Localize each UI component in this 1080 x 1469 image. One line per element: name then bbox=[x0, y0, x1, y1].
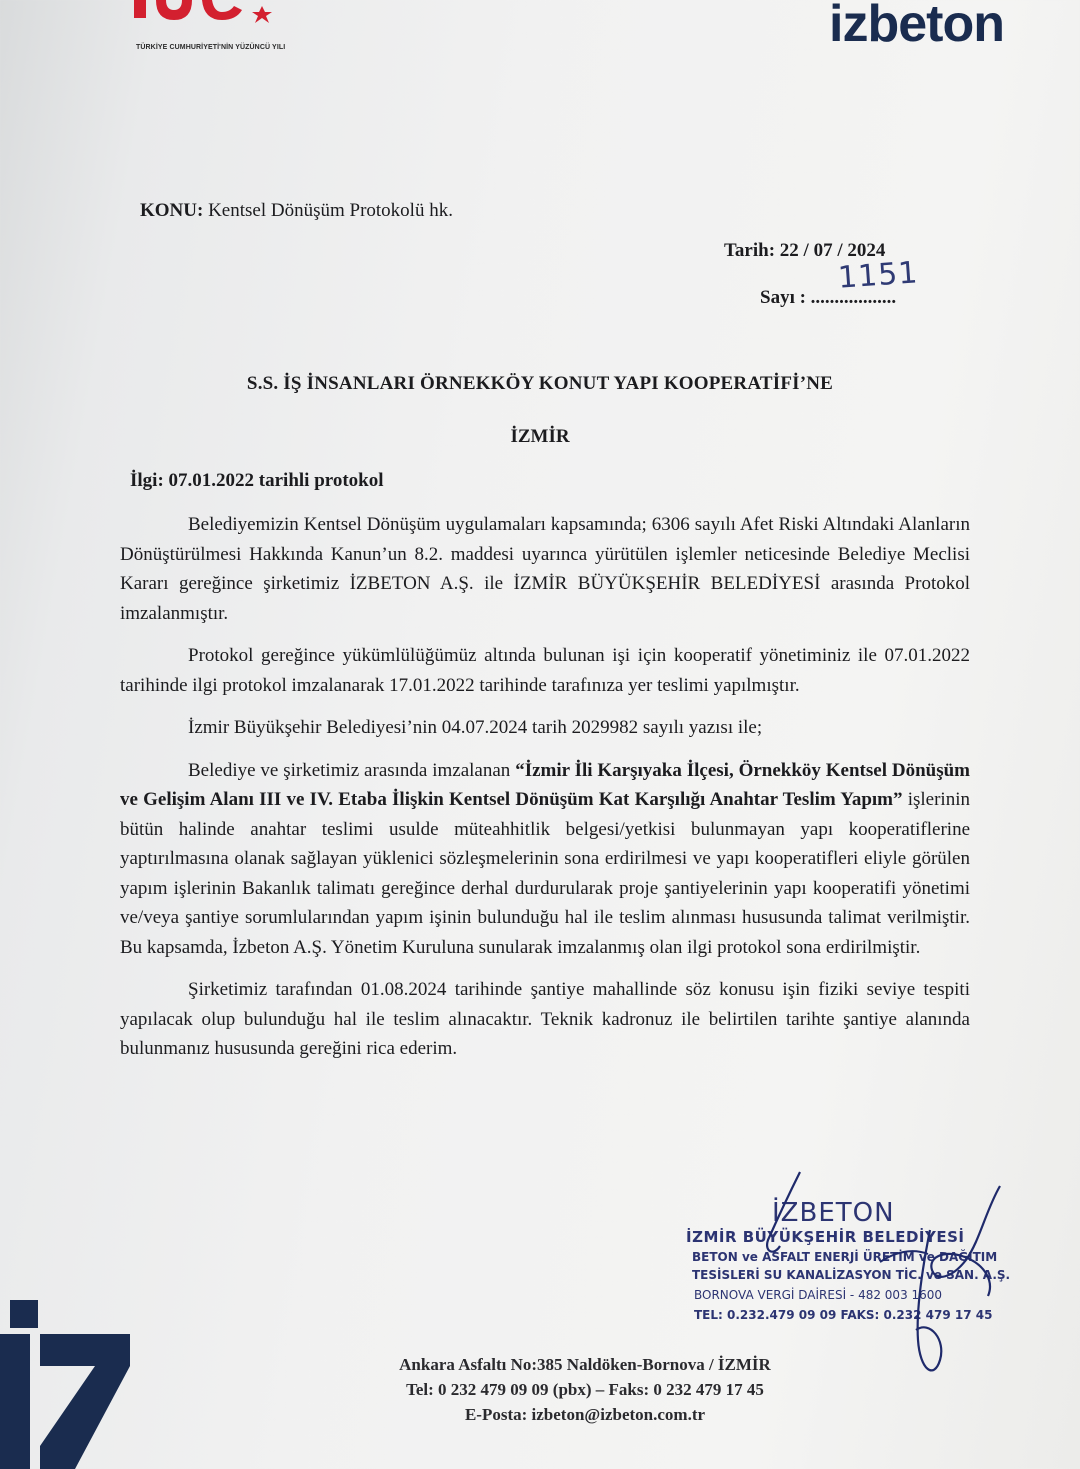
reference-label: Sayı : .................. bbox=[760, 287, 897, 308]
stamp-line-1: İZBETON bbox=[772, 1198, 895, 1228]
paragraph-1: Belediyemizin Kentsel Dönüşüm uygulamaları kapsamında; 6306 sayılı Afet Riski Altındaki Alanların Dönüştürülmesi Hakkında Kanun’un 8.2. maddesi uyarınca yürütülen işlemler neticesinde Belediye Meclisi Kararı gereğince şirketimiz İZBETON A.Ş. ile İZMİR BÜYÜKŞEHİR BELEDİYESİ arasında Protokol imzalanmıştır. bbox=[120, 514, 970, 624]
centennial-caption: TÜRKİYE CUMHURİYETİ'NİN YÜZÜNCÜ YILI bbox=[136, 44, 286, 51]
stamp-line-3: BETON ve ASFALT ENERJİ ÜRETİM ve DAĞITIM bbox=[692, 1250, 998, 1264]
paragraph-5: Şirketimiz tarafından 01.08.2024 tarihinde şantiye mahallinde söz konusu işin fiziki seviye tespiti yapılacak olup bulunduğu hal ile teslim alınacaktır. Teknik kadronuz ile belirtilen tarihte şantiye alanında bulunmanız hususunda gereğini rica ederim. bbox=[120, 979, 970, 1059]
paragraph-4-start: Belediye ve şirketimiz arasında imzalanan bbox=[188, 759, 516, 781]
recipient: S.S. İŞ İNSANLARI ÖRNEKKÖY KONUT YAPI KOOPERATİFİ’NE bbox=[246, 373, 834, 394]
document-date: Tarih: 22 / 07 / 2024 bbox=[724, 240, 886, 261]
subject-label: KONU: bbox=[140, 200, 204, 221]
stamp-line-5: BORNOVA VERGİ DAİRESİ - 482 003 1600 bbox=[694, 1288, 943, 1302]
paragraph-2: Protokol gereğince yükümlülüğümüz altında bulunan işi için kooperatif yönetiminiz ile 07.01.2022 tarihinde ilgi protokol imzalanarak 17.01.2022 tarihinde tarafınıza yer teslimi yapılmıştır. bbox=[120, 645, 970, 696]
stamp-line-6: TEL: 0.232.479 09 09 FAKS: 0.232 479 17 45 bbox=[694, 1308, 993, 1322]
paragraph-3: İzmir Büyükşehir Belediyesi’nin 04.07.2024 tarih 2029982 sayılı yazısı ile; bbox=[188, 717, 763, 738]
paragraph-4-end: işlerinin bütün halinde anahtar teslimi usulde müteahhitlik belgesi/yetkisi bulunmayan yapı kooperatiflerine yaptırılmasına olanak sağlayan yüklenici sözleşmelerinin sona erdirilmesi ve yapı kooperatifleri eliyle görülen yapım işlerinin Bakanlık talimatı gereğince derhal durdurularak proje şantiyelerinin yapı kooperatifi yönetimi ve/veya şantiye sorumlularından yapım işinin bulunduğu hal ile teslim alınması hususunda talimat verilmiştir. Bu kapsamda, İzbeton A.Ş. Yönetim Kuruluna sunularak imzalanmış olan ilgi protokol sona erdirilmiştir. bbox=[120, 789, 970, 958]
subject-line bbox=[140, 200, 453, 222]
reference-number-handwritten: 1151 bbox=[836, 255, 920, 296]
stamp-line-4: TESİSLERİ SU KANALİZASYON TİC. ve SAN. A.Ş. bbox=[692, 1268, 1011, 1282]
brand-logo: izbeton bbox=[829, 0, 1004, 53]
recipient-city: İZMİR bbox=[510, 426, 570, 447]
project-title: “İzmir İli Karşıyaka İlçesi, Örnekköy Kentsel Dönüşüm ve Gelişim Alanı III ve IV. Etaba İlişkin Kentsel Dönüşüm Kat Karşılığı Anahtar Teslim Yapım” bbox=[120, 759, 971, 810]
letter-body bbox=[120, 510, 970, 1077]
paragraph-4 bbox=[120, 756, 970, 963]
footer-phone: Tel: 0 232 479 09 09 (pbx) – Faks: 0 232 479 17 45 bbox=[406, 1380, 764, 1399]
subject-text: Kentsel Dönüşüm Protokolü hk. bbox=[208, 200, 453, 221]
footer-email[interactable]: E-Posta: izbeton@izbeton.com.tr bbox=[464, 1405, 706, 1424]
centennial-logo bbox=[130, 0, 290, 60]
stamp-line-2: İZMİR BÜYÜKŞEHİR BELEDİYESİ bbox=[686, 1228, 965, 1246]
footer-address: Ankara Asfaltı No:385 Naldöken-Bornova / İZMİR bbox=[399, 1355, 771, 1374]
reference-note: İlgi: 07.01.2022 tarihli protokol bbox=[130, 470, 384, 491]
